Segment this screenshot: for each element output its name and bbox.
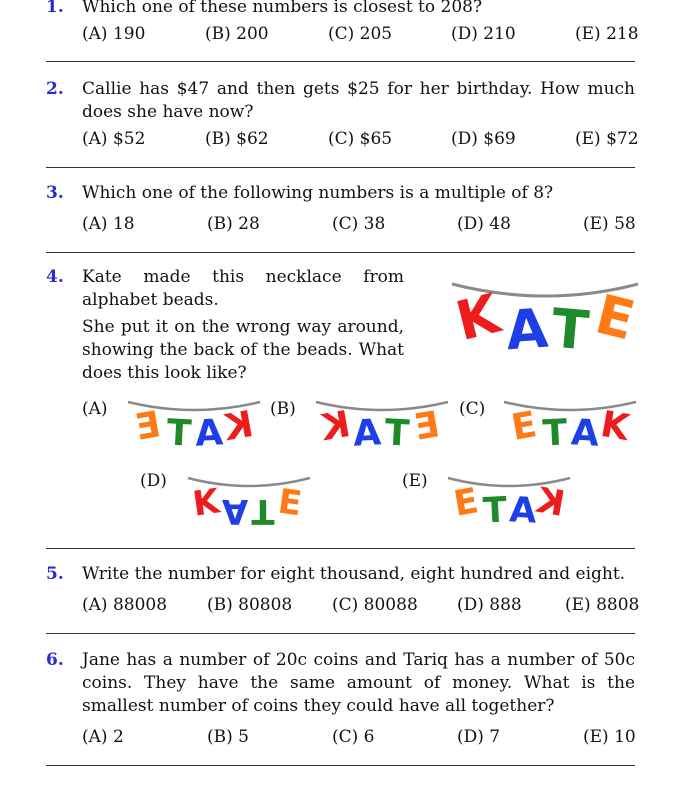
divider — [46, 61, 635, 62]
choice-a[interactable]: (A) 2 — [82, 727, 124, 747]
question-number: 6. — [46, 650, 64, 670]
divider — [46, 633, 635, 634]
bead-a: A — [503, 296, 551, 363]
choice-a[interactable]: (A) $52 — [82, 129, 146, 149]
question-text — [82, 182, 635, 205]
choice-c[interactable]: (C) 6 — [332, 727, 375, 747]
choice-e[interactable]: (E) 10 — [583, 727, 636, 747]
necklace-option-d[interactable] — [186, 474, 312, 531]
bead-k: K — [449, 281, 506, 354]
bead-t: T — [165, 412, 193, 455]
divider — [46, 548, 635, 549]
answer-choices — [82, 23, 639, 46]
question-line: Kate made this necklace from alphabet beads. — [82, 267, 404, 310]
bead-e: E — [589, 282, 641, 353]
choice-c[interactable]: (C) 205 — [328, 24, 393, 44]
svg-text:E: E — [132, 404, 164, 449]
question-text — [82, 78, 635, 124]
bead-k-mirrored — [221, 404, 257, 449]
bead-a: A — [508, 490, 538, 532]
choice-b[interactable]: (B) 28 — [207, 214, 260, 234]
bead-k: K — [597, 403, 633, 450]
bead-e: E — [450, 481, 482, 525]
necklace-original — [448, 278, 644, 363]
necklace-option-d-graphic — [186, 474, 312, 531]
divider — [46, 252, 635, 253]
choice-d[interactable]: (D) 210 — [451, 24, 516, 44]
question-line: Callie has $47 and then gets $25 for her birthday. How much does she have now? — [82, 79, 635, 122]
question-number: 2. — [46, 79, 64, 99]
question-number: 4. — [46, 267, 64, 287]
bead-t-upside-down — [251, 491, 275, 531]
question-number: 1. — [46, 0, 64, 17]
question-line: Which one of these numbers is closest to 208? — [82, 0, 483, 17]
choice-a[interactable]: (A) 88008 — [82, 595, 168, 615]
bead-k-mirrored — [532, 481, 568, 525]
answer-choices — [82, 594, 640, 617]
bead-a: A — [194, 412, 225, 455]
choice-c[interactable]: (C) 80088 — [332, 595, 418, 615]
question-line: Jane has a number of 20c coins and Tariq has a number of 50c coins. They have the same amount of money. What is the smallest number of coins they could have all together? — [82, 650, 635, 716]
necklace-option-a[interactable] — [126, 398, 262, 455]
divider — [46, 765, 635, 766]
question-number: 3. — [46, 183, 64, 203]
svg-text:T: T — [251, 491, 275, 531]
necklace-option-b-label[interactable]: (B) — [270, 399, 296, 419]
bead-t: T — [541, 412, 569, 455]
necklace-option-b[interactable] — [314, 398, 450, 455]
necklace-option-c[interactable] — [502, 398, 638, 455]
choice-e[interactable]: (E) 58 — [583, 214, 636, 234]
question-text — [82, 0, 635, 19]
choice-a[interactable]: (A) 18 — [82, 214, 135, 234]
necklace-option-c-label[interactable]: (C) — [459, 399, 486, 419]
choice-b[interactable]: (B) 200 — [205, 24, 269, 44]
bead-k: K — [190, 481, 222, 525]
necklace-option-d-label[interactable]: (D) — [140, 471, 167, 491]
question-text — [82, 563, 635, 586]
necklace-option-e-label[interactable]: (E) — [402, 471, 428, 491]
svg-text:E: E — [411, 404, 443, 449]
choice-c[interactable]: (C) 38 — [332, 214, 386, 234]
bead-e-mirrored — [132, 404, 163, 449]
choice-b[interactable]: (B) 5 — [207, 727, 249, 747]
bead-e-mirrored — [411, 404, 442, 449]
bead-t: T — [383, 412, 411, 455]
answer-choices — [82, 213, 635, 236]
necklace-option-e[interactable] — [446, 474, 572, 530]
divider — [46, 167, 635, 168]
question-line: She put it on the wrong way around, showing the back of the beads. What does this look like? — [82, 317, 404, 383]
svg-text:K: K — [533, 480, 568, 526]
choice-c[interactable]: (C) $65 — [328, 129, 393, 149]
bead-a: A — [352, 412, 383, 455]
necklace-option-c-graphic — [502, 398, 638, 455]
bead-t: T — [482, 490, 509, 532]
svg-text:A: A — [221, 491, 249, 531]
question-line: Which one of the following numbers is a multiple of 8? — [82, 183, 554, 203]
bead-a-upside-down — [222, 491, 249, 531]
necklace-option-b-graphic — [314, 398, 450, 455]
choice-d[interactable]: (D) 48 — [457, 214, 511, 234]
choice-b[interactable]: (B) $62 — [205, 129, 269, 149]
question-line: Write the number for eight thousand, eight hundred and eight. — [82, 564, 626, 584]
bead-e: E — [275, 481, 305, 525]
necklace-option-a-graphic — [126, 398, 262, 455]
question-text — [82, 266, 404, 385]
choice-b[interactable]: (B) 80808 — [207, 595, 293, 615]
bead-e: E — [508, 404, 540, 449]
svg-text:K: K — [318, 403, 354, 450]
necklace-option-a-label[interactable]: (A) — [82, 399, 108, 419]
necklace-original-graphic — [448, 278, 644, 363]
svg-text:K: K — [221, 403, 257, 450]
choice-e[interactable]: (E) 8808 — [565, 595, 640, 615]
answer-choices — [82, 128, 639, 151]
question-number: 5. — [46, 564, 64, 584]
choice-e[interactable]: (E) 218 — [575, 24, 639, 44]
necklace-option-e-graphic — [446, 474, 572, 530]
choice-e[interactable]: (E) $72 — [575, 129, 639, 149]
answer-choices — [82, 726, 635, 749]
choice-d[interactable]: (D) 7 — [457, 727, 501, 747]
bead-k-mirrored — [318, 404, 354, 449]
choice-d[interactable]: (D) 888 — [457, 595, 522, 615]
bead-a: A — [569, 412, 600, 455]
choice-a[interactable]: (A) 190 — [82, 24, 146, 44]
bead-t: T — [548, 296, 592, 363]
question-text — [82, 649, 635, 718]
choice-d[interactable]: (D) $69 — [451, 129, 516, 149]
